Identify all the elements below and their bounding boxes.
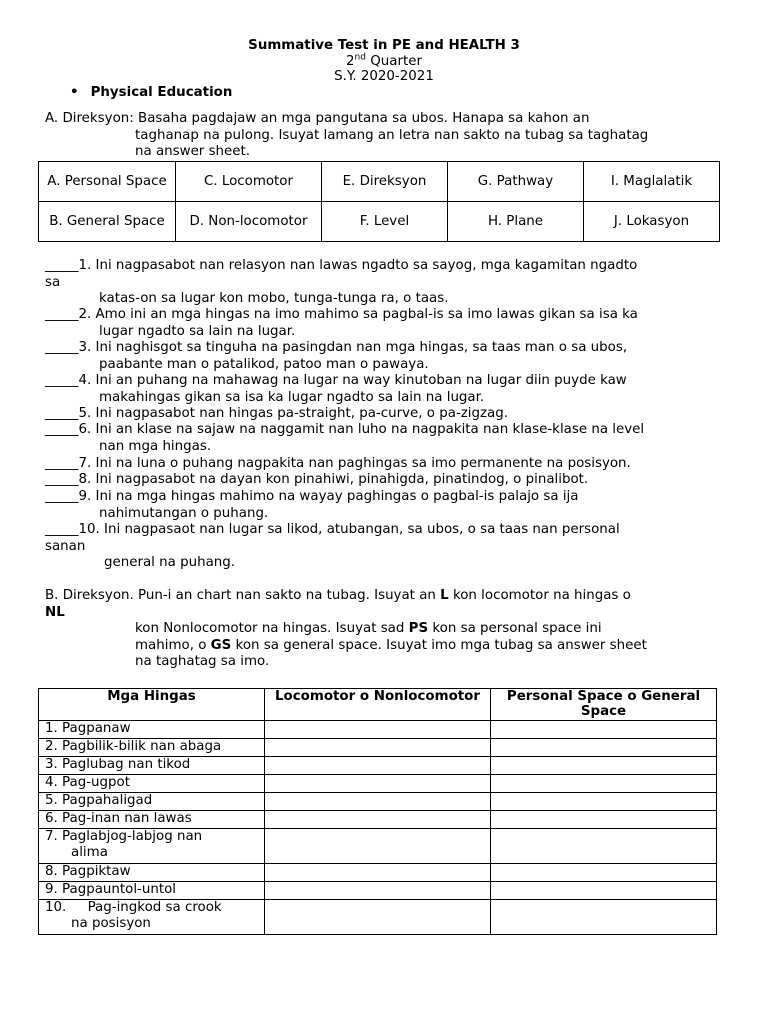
answer-cell-space[interactable] — [491, 882, 717, 900]
question-text: _____7. Ini na luna o puhang nagpakita nan paghingas sa imo permanente na posisyon. — [45, 456, 631, 471]
question-continuation: general na puhang. — [104, 555, 236, 570]
question-text: _____2. Amo ini an mga hingas na imo mahimo sa pagbal-is sa imo lawas gikan sa isa ka — [45, 307, 638, 322]
part-b-line-1 — [45, 588, 647, 605]
header-space: Personal Space o General Space — [491, 689, 717, 721]
answer-cell-space[interactable] — [491, 739, 717, 757]
part-b-directions — [45, 588, 647, 671]
choices-row-2 — [39, 202, 720, 242]
hingas-label — [39, 829, 265, 864]
choice-cell: D. Non-locomotor — [176, 202, 322, 242]
hingas-label: 1. Pagpanaw — [39, 721, 265, 739]
answer-cell-locomotor[interactable] — [265, 829, 491, 864]
table-row — [39, 811, 717, 829]
question-text: _____9. Ini na mga hingas mahimo na wayay paghingas o pagbal-is palajo sa ija — [45, 489, 579, 504]
hingas-label: 2. Pagbilik-bilik nan abaga — [39, 739, 265, 757]
hingas-label-line: 10. Pag-ingkod sa crook — [45, 900, 222, 915]
answer-cell-locomotor[interactable] — [265, 721, 491, 739]
part-b-line-5: na taghatag sa imo. — [135, 654, 270, 669]
question-8 — [45, 472, 588, 489]
question-text: _____4. Ini an puhang na mahawag na lugar na way kinutoban na lugar diin puyde kaw — [45, 373, 627, 388]
part-b-text: kon sa personal space ini — [428, 621, 602, 636]
choice-cell: B. General Space — [39, 202, 176, 242]
part-a-directions — [45, 111, 648, 161]
part-b-line-4 — [45, 638, 647, 655]
answer-cell-space[interactable] — [491, 793, 717, 811]
table-row — [39, 793, 717, 811]
table-row — [39, 829, 717, 864]
table-row — [39, 739, 717, 757]
hingas-label-line: 7. Paglabjog-labjog nan — [45, 829, 203, 844]
table-row — [39, 721, 717, 739]
choice-cell: E. Direksyon — [322, 162, 448, 202]
choice-cell: H. Plane — [448, 202, 584, 242]
question-4 — [45, 373, 627, 406]
answer-cell-locomotor[interactable] — [265, 864, 491, 882]
question-text: _____5. Ini nagpasabot nan hingas pa-straight, pa-curve, o pa-zigzag. — [45, 406, 509, 421]
part-a-line-2: taghanap na pulong. Isuyat lamang an letra nan sakto na tubag sa taghatag — [135, 127, 649, 143]
choice-cell: F. Level — [322, 202, 448, 242]
answer-cell-locomotor[interactable] — [265, 775, 491, 793]
question-1 — [45, 258, 637, 308]
question-3 — [45, 340, 627, 373]
hingas-label: 5. Pagpahaligad — [39, 793, 265, 811]
question-5 — [45, 406, 508, 423]
answer-cell-locomotor[interactable] — [265, 739, 491, 757]
question-continuation: paabante man o patalikod, patoo man o pawaya. — [99, 356, 429, 372]
table-row — [39, 900, 717, 935]
table-row — [39, 757, 717, 775]
choice-cell: A. Personal Space — [39, 162, 176, 202]
choices-row-1 — [39, 162, 720, 202]
part-b-text: kon sa general space. Isuyat imo mga tubag sa answer sheet — [231, 637, 647, 653]
answer-cell-locomotor[interactable] — [265, 811, 491, 829]
hingas-table — [38, 688, 717, 935]
part-b-code-gs: GS — [210, 637, 232, 653]
question-continuation: nan mga hingas. — [99, 438, 212, 454]
part-b-code-nl: NL — [45, 604, 65, 620]
question-text: _____8. Ini nagpasabot na dayan kon pinahiwi, pinahigda, pinatindog, o pinalibot. — [45, 472, 589, 487]
choice-cell: I. Maglalatik — [584, 162, 720, 202]
question-text: _____6. Ini an klase na sajaw na naggamit nan luho na nagpakita nan klase-klase na level — [45, 422, 645, 437]
answer-cell-locomotor[interactable] — [265, 793, 491, 811]
section-title: Physical Education — [90, 85, 233, 100]
question-6 — [45, 422, 644, 455]
bullet-icon: • — [70, 85, 79, 100]
answer-cell-space[interactable] — [491, 864, 717, 882]
table-row — [39, 882, 717, 900]
table-row — [39, 775, 717, 793]
answer-cell-space[interactable] — [491, 829, 717, 864]
section-heading — [70, 85, 232, 100]
hingas-label-cont: na posisyon — [71, 916, 151, 931]
question-7 — [45, 456, 631, 473]
part-b-line-3 — [45, 621, 647, 638]
answer-cell-space[interactable] — [491, 811, 717, 829]
choice-cell: G. Pathway — [448, 162, 584, 202]
answer-cell-locomotor[interactable] — [265, 882, 491, 900]
question-continuation: nahimutangan o puhang. — [99, 505, 269, 521]
part-b-line-2 — [45, 605, 647, 622]
part-b-text: kon Nonlocomotor na hingas. Isuyat sad — [135, 621, 409, 636]
hingas-label — [39, 900, 265, 935]
part-b-text: B. Direksyon. Pun-i an chart nan sakto na tubag. Isuyat an — [45, 588, 441, 603]
answer-cell-space[interactable] — [491, 900, 717, 935]
part-a-line-1: A. Direksyon: Basaha pagdajaw an mga pangutana sa ubos. Hanapa sa kahon an — [45, 111, 590, 126]
table-row — [39, 864, 717, 882]
quarter-number: 2 — [346, 54, 355, 69]
part-b-text: mahimo, o — [135, 637, 211, 653]
hingas-label: 9. Pagpauntol-untol — [39, 882, 265, 900]
question-text: _____10. Ini nagpasaot nan lugar sa likod, atubangan, sa ubos, o sa taas nan personal — [45, 522, 620, 537]
hingas-label: 8. Pagpiktaw — [39, 864, 265, 882]
header-mga-hingas: Mga Hingas — [39, 689, 265, 721]
document-title: Summative Test in PE and HEALTH 3 — [248, 38, 520, 53]
part-a-line-3: na answer sheet. — [135, 144, 251, 159]
hingas-label-cont: alima — [71, 845, 108, 860]
answer-cell-space[interactable] — [491, 721, 717, 739]
hingas-label: 4. Pag-ugpot — [39, 775, 265, 793]
question-9 — [45, 489, 578, 522]
quarter-word: Quarter — [370, 54, 422, 69]
question-continuation: lugar ngadto sa lain na lugar. — [99, 323, 296, 339]
header-locomotor: Locomotor o Nonlocomotor — [265, 689, 491, 721]
question-wrap: sanan — [45, 538, 86, 554]
quarter-line — [0, 54, 768, 69]
question-continuation: makahingas gikan sa isa ka lugar ngadto sa lain na lugar. — [99, 389, 485, 405]
choices-table — [38, 161, 720, 242]
choice-cell: J. Lokasyon — [584, 202, 720, 242]
question-2 — [45, 307, 638, 340]
hingas-header-row — [39, 689, 717, 721]
answer-cell-locomotor[interactable] — [265, 757, 491, 775]
part-b-text: kon locomotor na hingas o — [448, 588, 631, 603]
part-b-code-ps: PS — [408, 621, 429, 636]
hingas-label: 3. Paglubag nan tikod — [39, 757, 265, 775]
answer-cell-space[interactable] — [491, 757, 717, 775]
quarter-ordinal: nd — [354, 52, 366, 63]
choice-cell: C. Locomotor — [176, 162, 322, 202]
question-wrap: sa — [45, 274, 61, 290]
part-b-code-l: L — [440, 588, 449, 603]
answer-cell-locomotor[interactable] — [265, 900, 491, 935]
question-text: _____1. Ini nagpasabot nan relasyon nan lawas ngadto sa sayog, mga kagamitan ngadto — [45, 258, 638, 273]
hingas-label: 6. Pag-inan nan lawas — [39, 811, 265, 829]
question-continuation: katas-on sa lugar kon mobo, tunga-tunga ra, o taas. — [99, 291, 449, 306]
question-text: _____3. Ini naghisgot sa tinguha na pasingdan nan mga hingas, sa taas man o sa ubos, — [45, 340, 628, 355]
school-year: S.Y. 2020-2021 — [334, 69, 434, 84]
question-10 — [45, 522, 620, 572]
answer-cell-space[interactable] — [491, 775, 717, 793]
